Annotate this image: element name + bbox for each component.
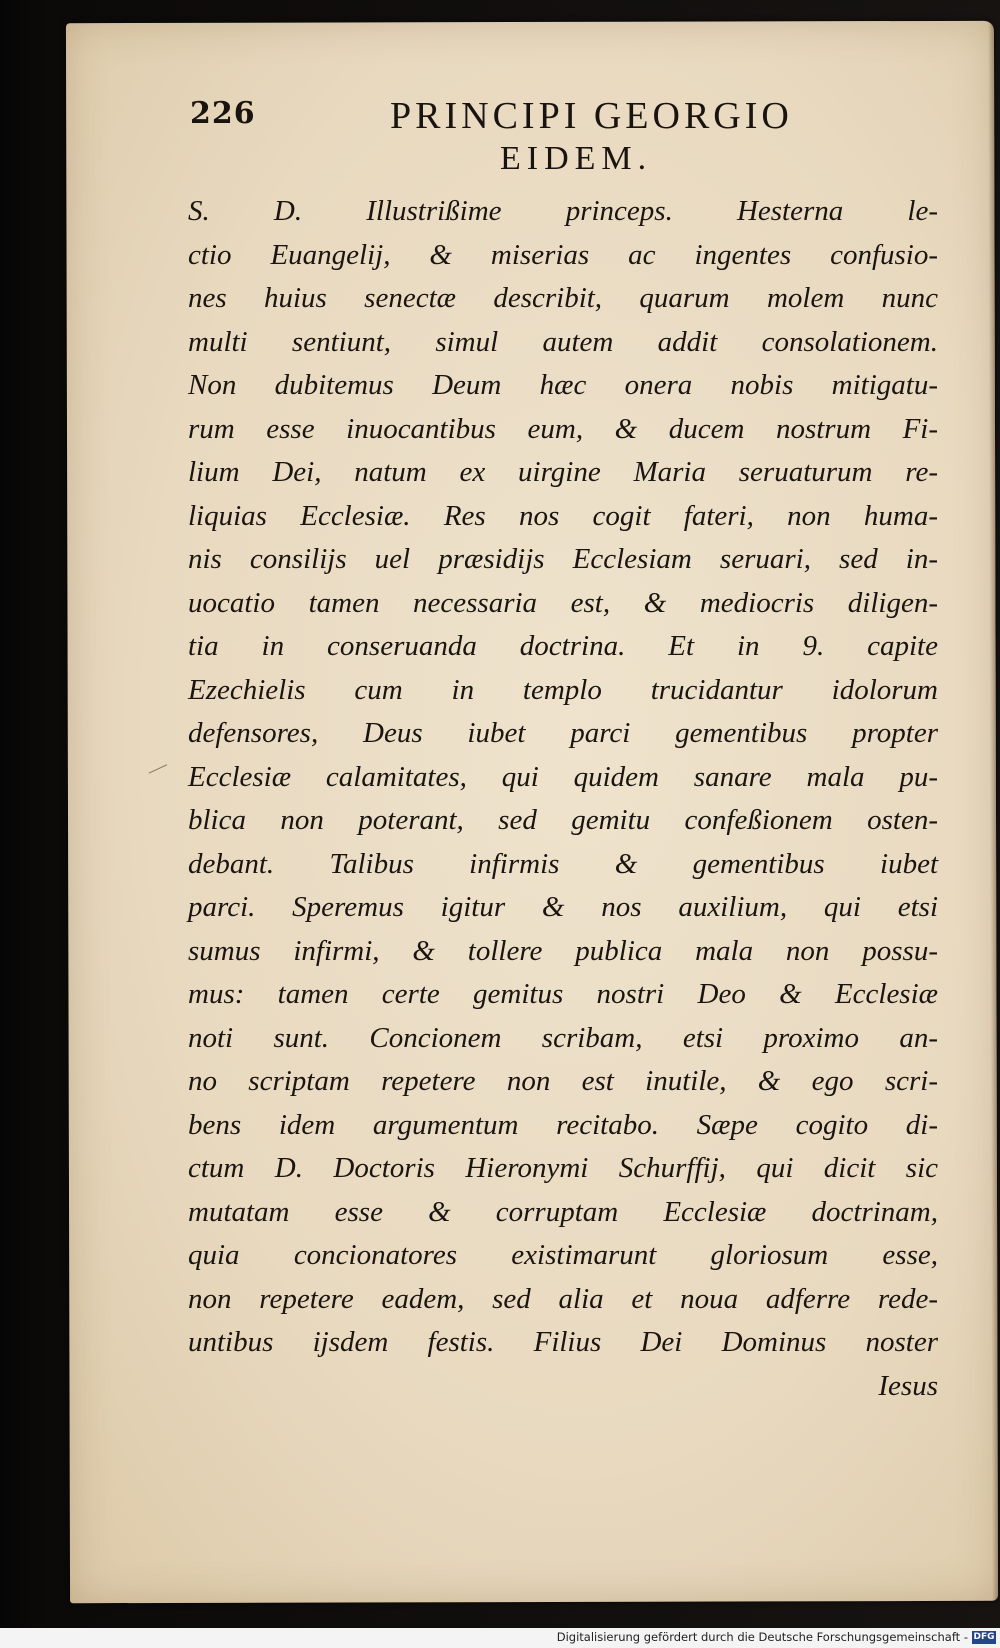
text-line: quia concionatores existimarunt gloriosum esse, [188,1239,938,1271]
text-line: sumus infirmi, & tollere publica mala non possu- [188,934,938,967]
text-line: ctum D. Doctoris Hieronymi Schurffij, qui dicit sic [188,1152,938,1184]
text-line: liquias Ecclesiæ. Res nos cogit fateri, non huma- [188,499,938,532]
text-line: nes huius senectæ describit, quarum molem nunc [188,282,938,314]
text-line: multi sentiunt, simul autem addit consolationem. [188,325,938,358]
text-line: noti sunt. Concionem scribam, etsi proximo an- [188,1021,938,1054]
dfg-logo: DFG [973,1632,995,1642]
section-heading: EIDEM. [500,140,653,177]
text-line: lium Dei, natum ex uirgine Maria seruaturum re- [188,456,938,488]
text-line: Ezechielis cum in templo trucidantur idolorum [188,673,938,706]
text-line: tia in conseruanda doctrina. Et in 9. capite [188,630,938,662]
text-line: mutatam esse & corruptam Ecclesiæ doctrinam, [188,1195,938,1228]
funding-notice: Digitalisierung gefördert durch die Deutsche Forschungsgemeinschaft - [556,1630,968,1644]
text-line: debant. Talibus infirmis & gementibus iubet [188,847,938,880]
text-line: Ecclesiæ calamitates, qui quidem sanare mala pu- [188,760,938,793]
body-text [188,190,938,1408]
text-line: defensores, Deus iubet parci gementibus propter [188,717,938,749]
text-line: parci. Speremus igitur & nos auxilium, qui etsi [188,891,938,923]
text-line: mus: tamen certe gemitus nostri Deo & Ecclesiæ [188,978,938,1010]
text-line: uocatio tamen necessaria est, & mediocris diligen- [188,586,938,619]
text-line: ctio Euangelij, & miserias ac ingentes confusio- [188,238,938,271]
text-line: nis consilijs uel præsidijs Ecclesiam seruari, sed in- [188,543,938,575]
text-line: rum esse inuocantibus eum, & ducem nostrum Fi- [188,412,938,445]
text-line: blica non poterant, sed gemitu confeßionem osten- [188,804,938,836]
text-line: non repetere eadem, sed alia et noua adferre rede- [188,1282,938,1315]
text-line: no scriptam repetere non est inutile, & ego scri- [188,1065,938,1097]
text-line: S. D. Illustrißime princeps. Hesterna le- [188,195,938,227]
page-number: 226 [190,96,256,131]
running-head: PRINCIPI GEORGIO [390,95,793,137]
catchword: Iesus [878,1369,938,1402]
page-header [190,88,920,148]
text-line: untibus ijsdem festis. Filius Dei Dominus noster [188,1326,938,1358]
footer-bar [0,1628,1000,1648]
text-line: bens idem argumentum recitabo. Sæpe cogito di- [188,1108,938,1141]
text-line: Non dubitemus Deum hæc onera nobis mitigatu- [188,369,938,401]
